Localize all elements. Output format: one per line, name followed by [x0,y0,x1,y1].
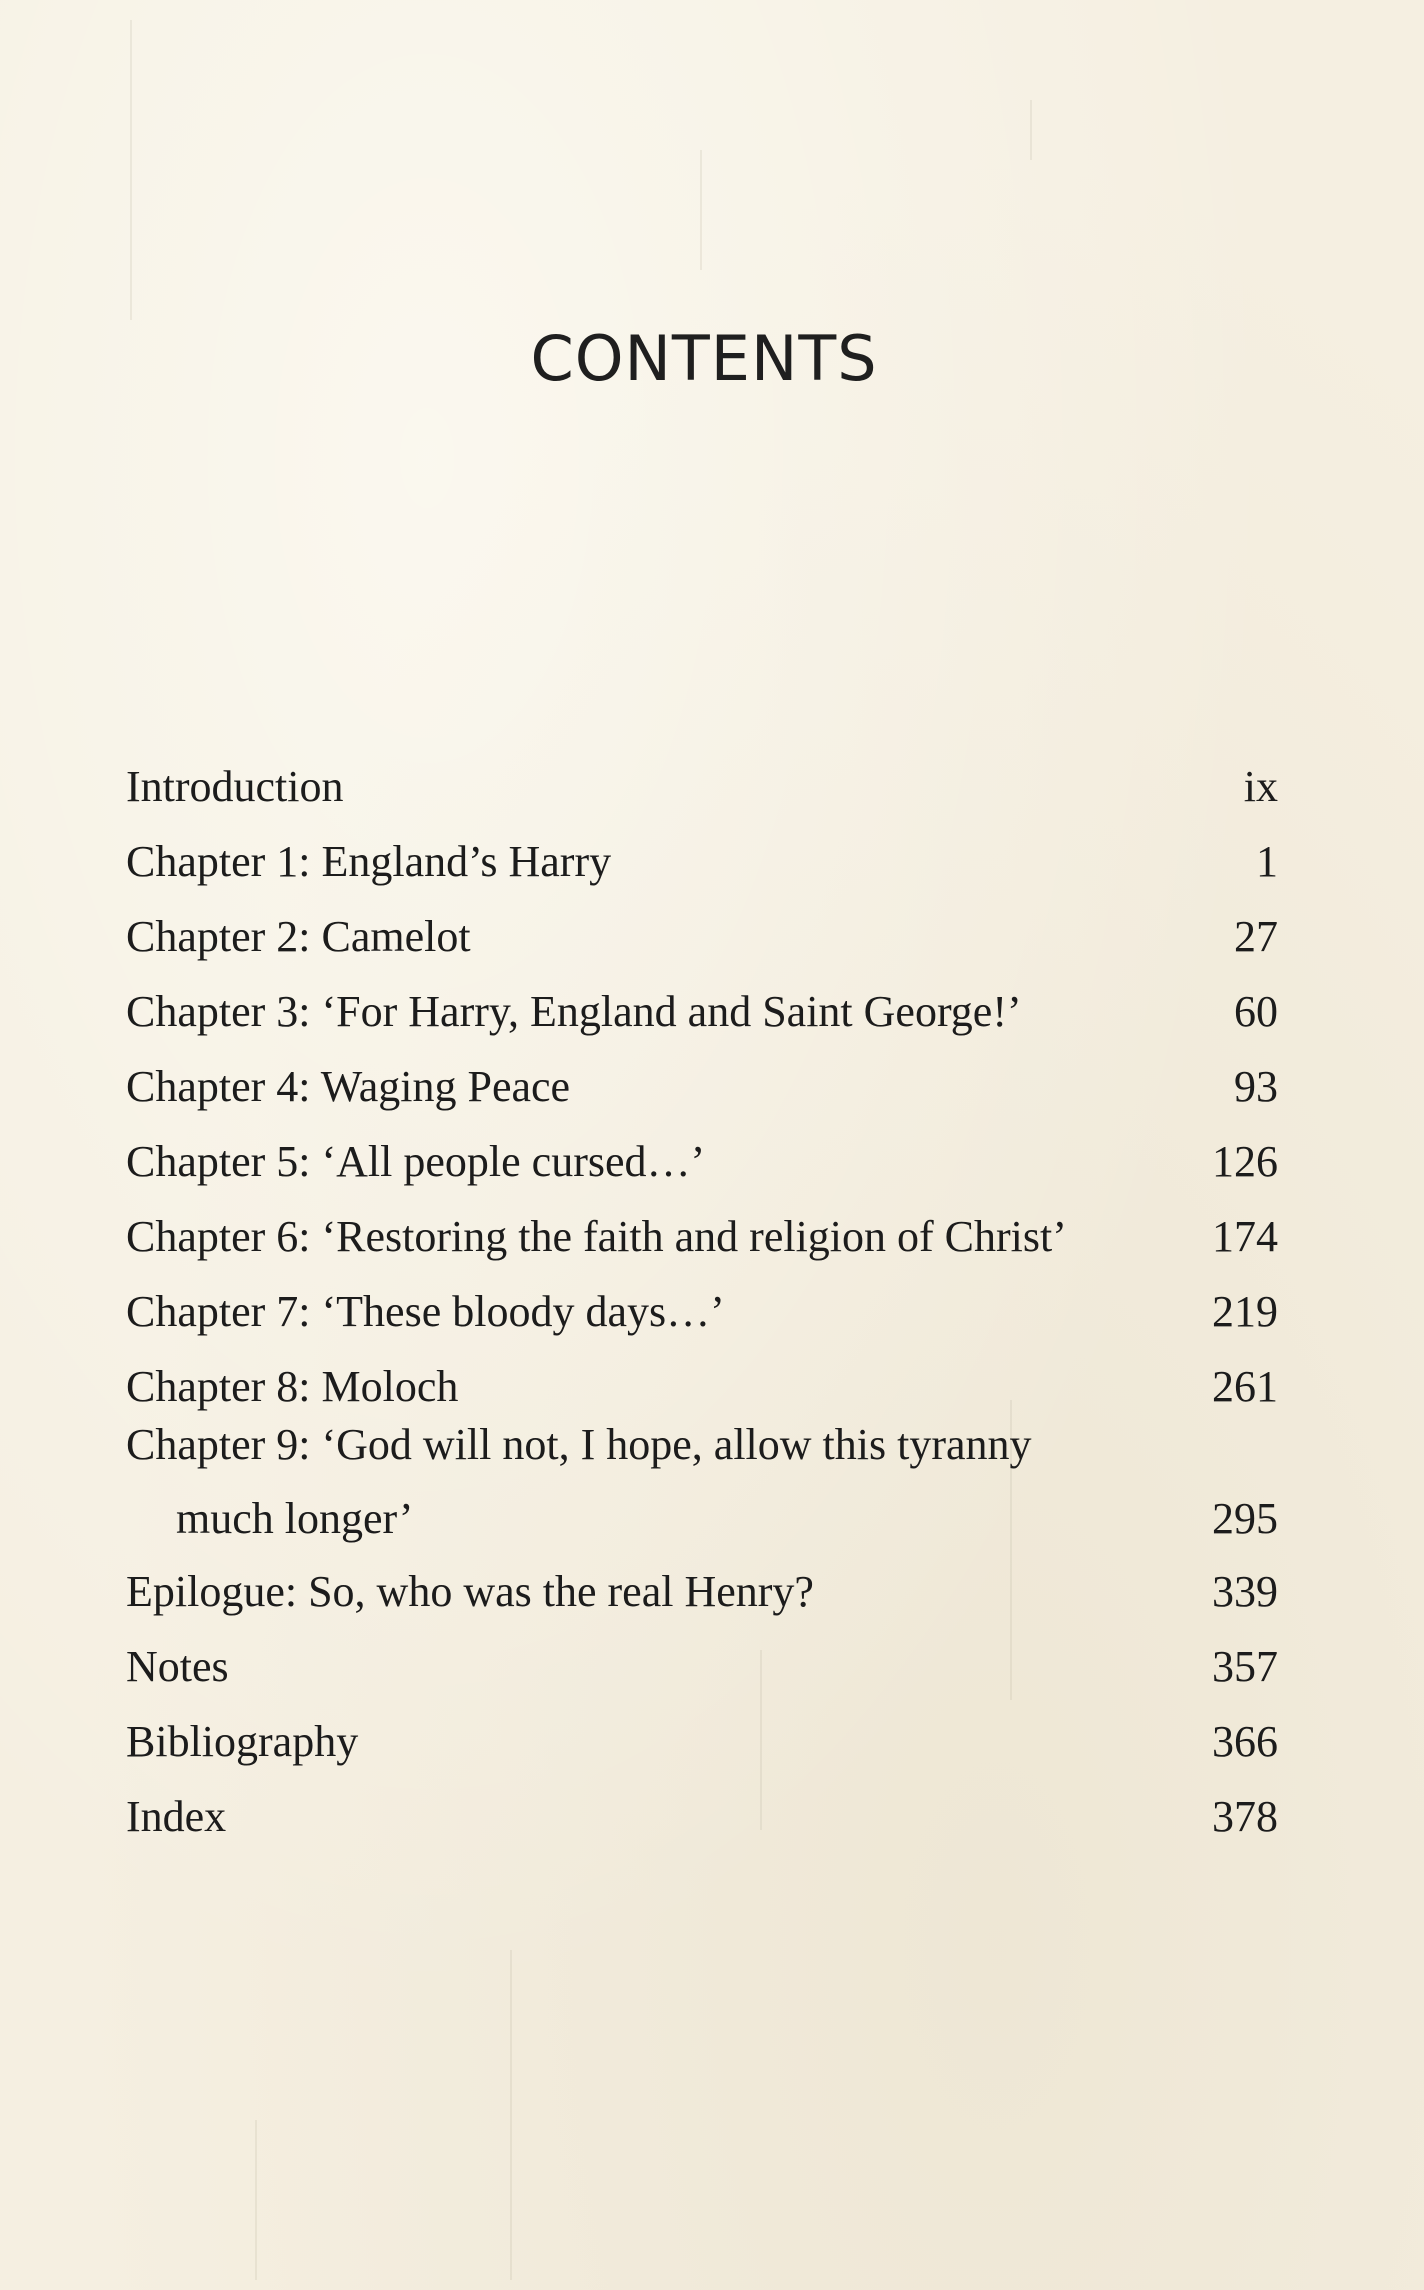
toc-entry-page: 366 [1212,1717,1278,1766]
paper-crease [130,20,132,320]
toc-entry-chapter-1 [126,817,1278,892]
toc-entry-page: 357 [1212,1642,1278,1691]
toc-entry-page: 27 [1234,912,1278,961]
toc-entry-bibliography [126,1697,1278,1772]
toc-entry-page: 261 [1212,1362,1278,1411]
toc-entry-title-line1: Chapter 9: ‘God will not, I hope, allow this tyranny [126,1420,1032,1469]
toc-entry-notes [126,1622,1278,1697]
toc-entry-title: Bibliography [126,1717,359,1766]
toc-entry-title: Chapter 6: ‘Restoring the faith and religion of Christ’ [126,1212,1067,1261]
toc-entry-title: Index [126,1792,227,1841]
toc-entry-chapter-7 [126,1267,1278,1342]
toc-entry-chapter-6 [126,1192,1278,1267]
paper-crease [255,2120,257,2280]
toc-entry-page: ix [1243,762,1278,811]
toc-entry-chapter-8 [126,1342,1278,1417]
paper-crease [1030,100,1032,160]
toc-entry-page: 60 [1234,987,1278,1036]
paper-crease [700,150,702,270]
toc-entry-title: Chapter 7: ‘These bloody days…’ [126,1287,725,1336]
toc-entry-page: 93 [1234,1062,1278,1111]
toc-entry-title: Chapter 2: Camelot [126,912,471,961]
toc-entry-title: Epilogue: So, who was the real Henry? [126,1567,814,1616]
toc-entry-page: 339 [1212,1567,1278,1616]
toc-entry-title: Introduction [126,762,344,811]
toc-entry-index [126,1772,1278,1847]
toc-entry-title: Chapter 8: Moloch [126,1362,459,1411]
toc-entry-page: 174 [1212,1212,1278,1261]
toc-entry-title: Chapter 1: England’s Harry [126,837,612,886]
toc-entry-chapter-2 [126,892,1278,967]
toc-entry-title: Chapter 3: ‘For Harry, England and Saint George!’ [126,987,1022,1036]
page-title: CONTENTS [530,322,878,395]
toc-entry-title: Chapter 5: ‘All people cursed…’ [126,1137,706,1186]
toc-entry-title-line2: much longer’ [176,1494,414,1543]
paper-crease [510,1950,512,2280]
table-of-contents [126,742,1278,1847]
toc-entry-chapter-3 [126,967,1278,1042]
toc-entry-epilogue [126,1547,1278,1622]
toc-entry-page: 295 [1212,1494,1278,1543]
toc-entry-introduction [126,742,1278,817]
toc-entry-line2 [126,1491,1278,1547]
toc-entry-page: 1 [1256,837,1278,886]
toc-entry-chapter-4 [126,1042,1278,1117]
toc-entry-title: Chapter 4: Waging Peace [126,1062,571,1111]
toc-entry-chapter-9 [126,1417,1278,1547]
toc-entry-page: 126 [1212,1137,1278,1186]
toc-entry-page: 219 [1212,1287,1278,1336]
toc-entry-page: 378 [1212,1792,1278,1841]
toc-entry-chapter-5 [126,1117,1278,1192]
toc-entry-title: Notes [126,1642,229,1691]
